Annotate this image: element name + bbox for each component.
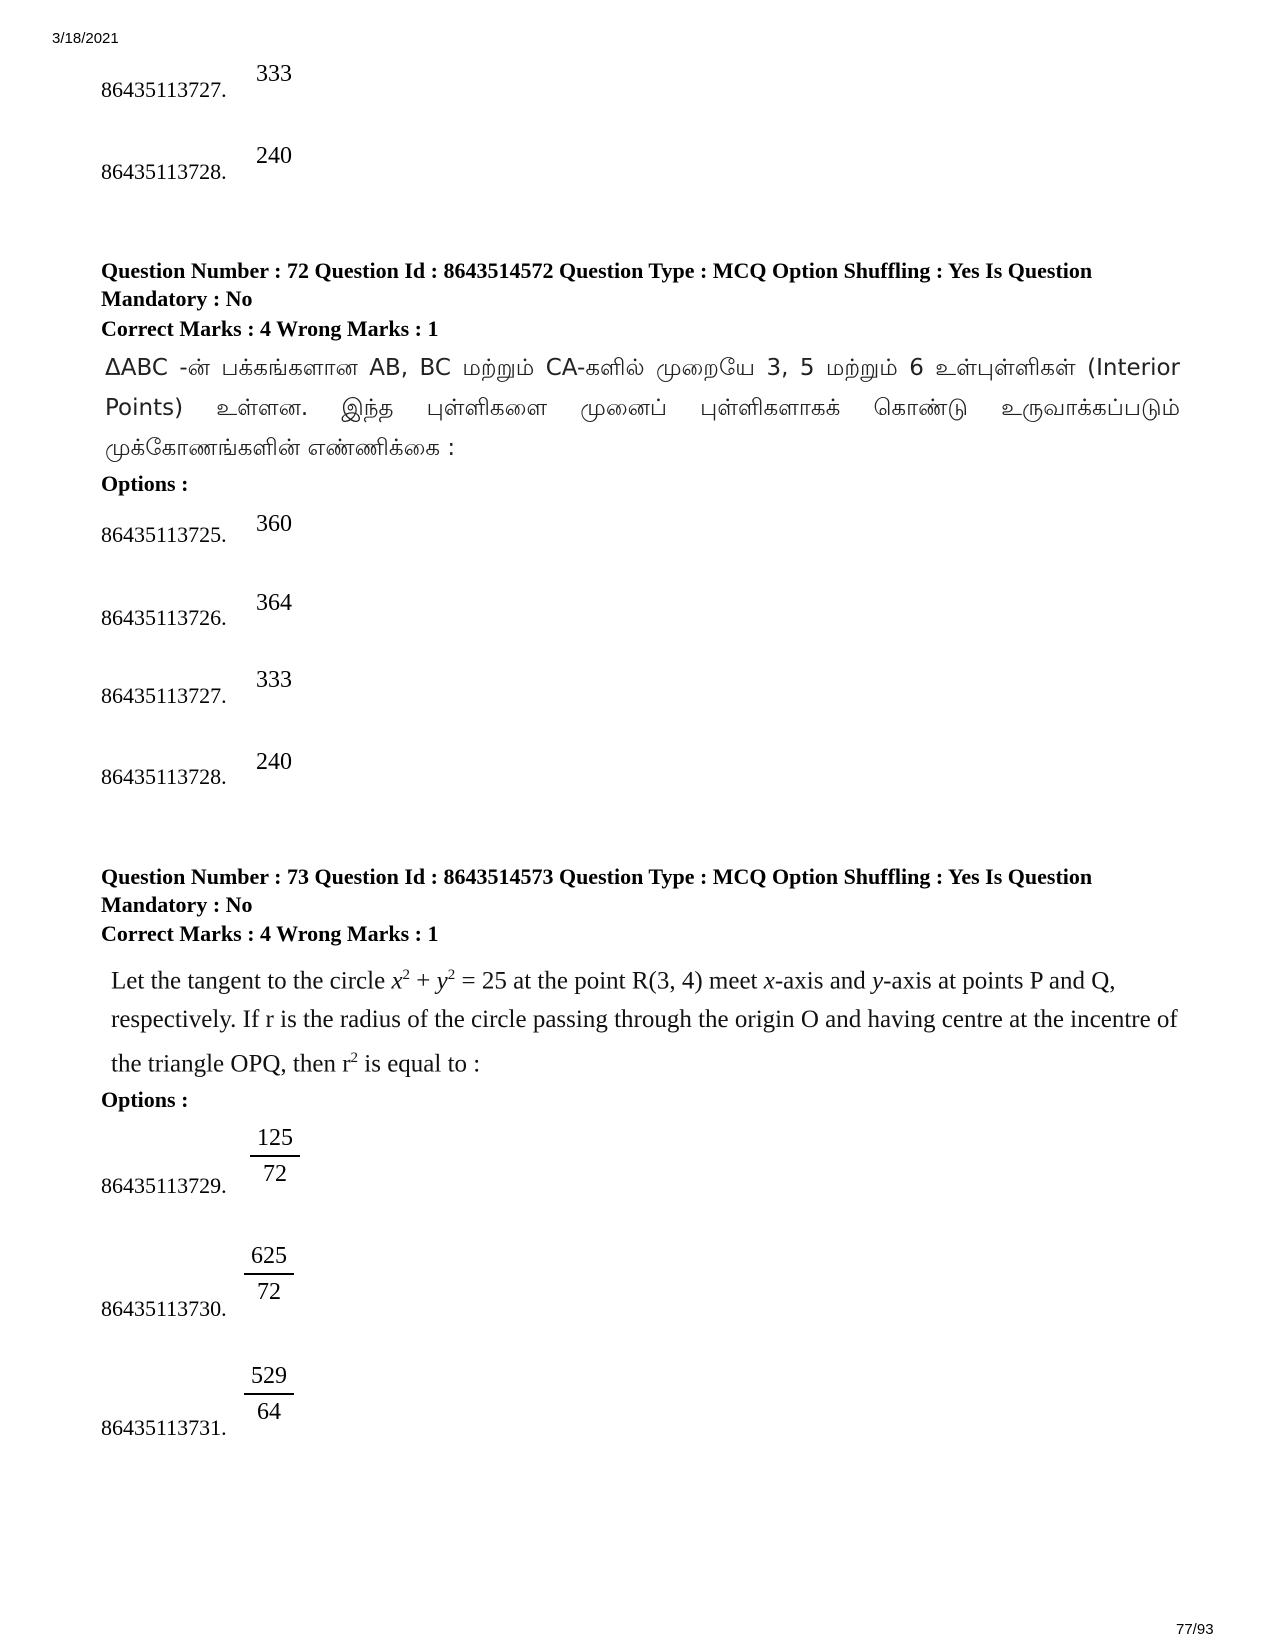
- question-73-marks: Correct Marks : 4 Wrong Marks : 1: [101, 921, 439, 946]
- option-value: 240: [256, 749, 292, 775]
- option-id: 86435113728.: [101, 159, 227, 184]
- question-72-text: ΔABC -ன் பக்கங்களான AB, BC மற்றும் CA-களில் முறையே 3, 5 மற்றும் 6 உள்புள்ளிகள் (Interior Points) உள்ளன. இந்த புள்ளிகளை முனைப் புள்ளிகளாகக் கொண்டு உருவாக்கப்படும் முக்கோணங்களின் எண்ணிக்கை :: [105, 355, 1180, 461]
- page-number: 77/93: [1176, 1621, 1214, 1638]
- question-72-options-label: Options :: [101, 471, 189, 496]
- option-value: 333: [256, 667, 292, 693]
- question-72-marks: Correct Marks : 4 Wrong Marks : 1: [101, 316, 439, 341]
- question-73-options-label: Options :: [101, 1087, 189, 1112]
- option-fraction: [244, 1363, 294, 1426]
- question-73-header: Question Number : 73 Question Id : 8643514573 Question Type : MCQ Option Shuffling : Yes Is Question Mandatory : No: [101, 864, 1093, 917]
- option-id: 86435113730.: [101, 1296, 227, 1321]
- fraction-denominator: 72: [257, 1279, 281, 1305]
- option-id: 86435113728.: [101, 764, 227, 789]
- option-fraction: [244, 1243, 294, 1306]
- option-id: 86435113729.: [101, 1173, 227, 1198]
- option-fraction: [250, 1125, 300, 1188]
- option-id: 86435113726.: [101, 605, 227, 630]
- fraction-numerator: 529: [244, 1363, 294, 1395]
- option-value: 364: [256, 590, 292, 616]
- fraction-denominator: 64: [257, 1399, 281, 1425]
- option-value: 240: [256, 143, 292, 169]
- print-date: 3/18/2021: [52, 30, 119, 47]
- option-id: 86435113727.: [101, 77, 227, 102]
- option-id: 86435113725.: [101, 522, 227, 547]
- question-72-header: Question Number : 72 Question Id : 8643514572 Question Type : MCQ Option Shuffling : Yes Is Question Mandatory : No: [101, 258, 1093, 311]
- fraction-numerator: 125: [250, 1125, 300, 1157]
- fraction-denominator: 72: [263, 1161, 287, 1187]
- option-id: 86435113727.: [101, 683, 227, 708]
- question-73-text: Let the tangent to the circle $x^2 + y^2 = 25$ at the point R(3, 4) meet x-axis and y-axis at points P and Q, respectively. If r is the radius of the circle passing through the origin O and having centre at the incentre of the triangle OPQ, then $r^2$ is equal to :: [111, 967, 1178, 1078]
- fraction-numerator: 625: [244, 1243, 294, 1275]
- option-value: 333: [256, 61, 292, 87]
- option-value: 360: [256, 511, 292, 537]
- option-id: 86435113731.: [101, 1415, 227, 1440]
